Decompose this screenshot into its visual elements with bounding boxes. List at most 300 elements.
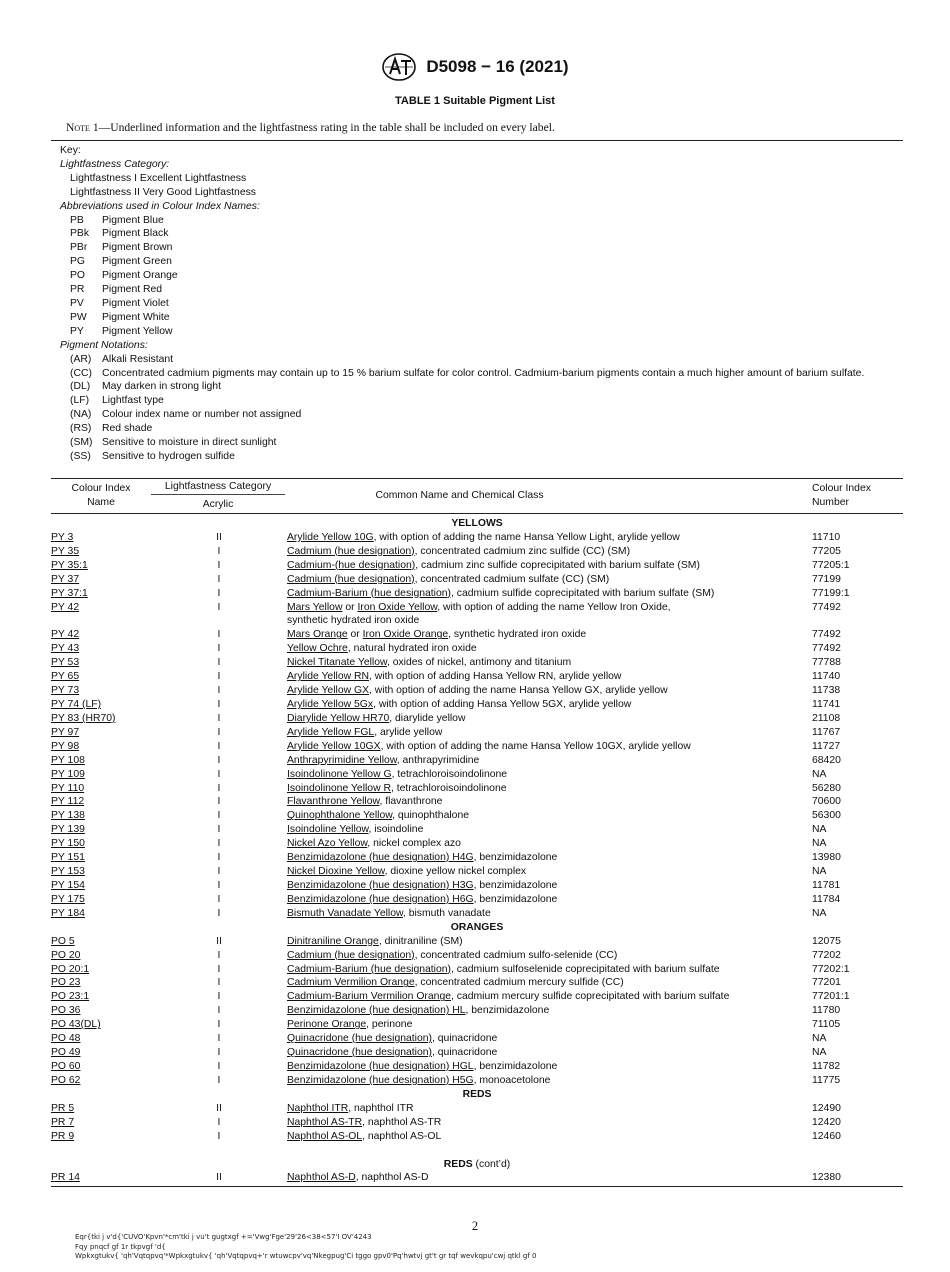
- lightfastness-item: Lightfastness I Excellent Lightfastness: [70, 172, 247, 184]
- table-row: [51, 726, 903, 740]
- abbreviation-name: Pigment Blue: [102, 214, 164, 226]
- ci-name-cell: [51, 1060, 151, 1074]
- notation-description: May darken in strong light: [102, 381, 221, 393]
- ci-number-cell: 11780: [812, 1005, 841, 1017]
- table-row: [51, 684, 903, 698]
- common-name-underlined: Naphthol ITR: [287, 1102, 349, 1114]
- common-name-underlined: Cadmium Vermilion Orange: [287, 977, 415, 989]
- ci-name-cell: [51, 1046, 151, 1060]
- chemical-class: , arylide yellow: [374, 726, 443, 738]
- ci-name-cell: [51, 935, 151, 949]
- lightfastness-cell: I: [217, 782, 221, 794]
- note-text: —Underlined information and the lightfastness rating in the table shall be included on every label.: [98, 121, 555, 134]
- ci-number-cell: 71105: [812, 1019, 841, 1031]
- notations-heading: Pigment Notations:: [60, 339, 148, 351]
- common-name-cell: [287, 670, 812, 684]
- notation-code: (SM): [70, 437, 93, 449]
- chemical-class: , with option of adding the name Hansa Yellow 10GX, arylide yellow: [380, 740, 691, 752]
- table-row: [51, 1074, 903, 1088]
- ci-number-cell: 11784: [812, 893, 841, 905]
- common-name-cell: [287, 1074, 812, 1088]
- column-header-ci-name-line1: Colour Index: [71, 483, 131, 494]
- lightfastness-cell: I: [217, 545, 221, 557]
- common-name-underlined: Benzimidazolone (hue designation) H5G: [287, 1074, 474, 1086]
- common-name-cell: [287, 879, 812, 893]
- abbreviation-code: PO: [70, 270, 86, 282]
- common-name-underlined: Flavanthrone Yellow: [287, 796, 380, 808]
- ci-name-cell: [51, 768, 151, 782]
- ci-number-cell: 77205: [812, 545, 841, 557]
- abbreviation-code: PBr: [70, 242, 88, 254]
- common-name-underlined: Arylide Yellow 10G: [287, 531, 374, 543]
- common-name-cell: [287, 1004, 812, 1018]
- lightfastness-cell: I: [217, 1019, 221, 1031]
- common-name-underlined: Arylide Yellow 5Gx: [287, 699, 374, 710]
- ci-name-cell: [51, 628, 151, 642]
- chemical-class: , naphthol AS-TR: [362, 1116, 442, 1128]
- common-name-underlined: Naphthol AS-OL: [287, 1130, 363, 1142]
- ci-number-cell: 77492: [812, 629, 841, 641]
- common-name-cell: [287, 698, 812, 712]
- ci-name-cell: [51, 601, 151, 629]
- chemical-class: , with option of adding the name Hansa Yellow Light, arylide yellow: [373, 531, 680, 543]
- table-title: TABLE 1 Suitable Pigment List: [395, 95, 555, 107]
- common-name-cell: [287, 768, 812, 782]
- chemical-class: , cadmium sulfoselenide coprecipitated with barium sulfate: [451, 963, 720, 975]
- table-row: [51, 823, 903, 837]
- abbreviation-name: Pigment Violet: [102, 297, 169, 309]
- column-header-ci-number-line2: Number: [812, 496, 849, 508]
- common-name-cell: [287, 823, 812, 837]
- common-name-cell: [287, 1102, 812, 1116]
- abbreviation-name: Pigment Black: [102, 228, 169, 240]
- section-heading-continued: [51, 1158, 903, 1172]
- chemical-class: , diarylide yellow: [389, 712, 466, 724]
- ci-name-cell: [51, 851, 151, 865]
- ci-name-cell: [51, 642, 151, 656]
- section-gap: [51, 1144, 903, 1158]
- chemical-class-continued: synthetic hydrated iron oxide: [287, 615, 420, 627]
- ci-name: PY 65: [51, 671, 80, 683]
- lightfastness-cell: I: [217, 796, 221, 808]
- ci-name-cell: [51, 1116, 151, 1130]
- lightfastness-subrule: [151, 494, 285, 495]
- chemical-class: , oxides of nickel, antimony and titanium: [386, 657, 572, 669]
- common-name-underlined: Dinitraniline Orange: [287, 935, 379, 947]
- lightfastness-cell: I: [217, 1130, 221, 1142]
- table-row: [51, 698, 903, 712]
- ci-name-cell: [51, 1102, 151, 1116]
- lightfastness-cell: I: [217, 643, 221, 655]
- chemical-class: , with option of adding the name Yellow Iron Oxide,: [437, 601, 671, 613]
- ci-number-cell: NA: [812, 866, 827, 878]
- document-header: [0, 52, 950, 82]
- ci-number-cell: 77205:1: [812, 559, 850, 571]
- notation-description: Alkali Resistant: [102, 353, 174, 365]
- notation-row: [60, 450, 890, 464]
- ci-number-cell: 56300: [812, 810, 841, 822]
- top-rule: [51, 140, 903, 141]
- table-row: [51, 1046, 903, 1060]
- ci-name-cell: [51, 1074, 151, 1088]
- abbreviation-name: Pigment Yellow: [102, 325, 173, 337]
- ci-name: PY 150: [51, 838, 85, 850]
- table-row: [51, 907, 903, 921]
- astm-logo-icon: [381, 52, 417, 82]
- lightfastness-cell: I: [217, 991, 221, 1003]
- common-name-cell: [287, 573, 812, 587]
- ci-name: PY 53: [51, 657, 80, 669]
- ci-name: PY 98: [51, 740, 80, 752]
- continued-title: REDS: [443, 1158, 476, 1170]
- footer-line: Fqy pnqcf gf 1r tkpvgf 'd{: [75, 1242, 166, 1251]
- ci-name: PO 23: [51, 977, 81, 989]
- notation-code: (CC): [70, 367, 92, 379]
- ci-number-cell: 11740: [812, 671, 841, 683]
- common-name-underlined: Isoindoline Yellow: [287, 824, 369, 836]
- notation-code: (DL): [70, 381, 91, 393]
- notation-description: Sensitive to hydrogen sulfide: [102, 450, 235, 462]
- abbreviation-code: PV: [70, 297, 84, 309]
- table-row: [51, 1018, 903, 1032]
- ci-number-cell: 11767: [812, 726, 841, 738]
- chemical-class: , naphthol AS-D: [355, 1172, 429, 1184]
- lightfastness-cell: I: [217, 893, 221, 905]
- ci-name: PO 62: [51, 1074, 81, 1086]
- common-name-cell: [287, 949, 812, 963]
- common-name-cell: [287, 642, 812, 656]
- common-name-underlined: Iron Oxide Orange: [362, 629, 449, 641]
- abbreviation-row: [60, 283, 890, 297]
- ci-number-cell: NA: [812, 1047, 827, 1059]
- common-name-underlined: Anthrapyrimidine Yellow: [287, 754, 397, 766]
- ci-name-cell: [51, 823, 151, 837]
- common-name-underlined: Nickel Dioxine Yellow: [287, 866, 385, 878]
- section-heading: REDS: [462, 1088, 492, 1100]
- ci-name-cell: [51, 656, 151, 670]
- column-header-ci-number-line1: Colour Index: [812, 483, 871, 494]
- ci-number-cell: 77202:1: [812, 963, 850, 975]
- standard-designation: D5098 − 16 (2021): [426, 57, 569, 76]
- common-name-cell: [287, 628, 812, 642]
- ci-name-cell: [51, 1130, 151, 1144]
- common-name-cell: [287, 935, 812, 949]
- table-row: [51, 935, 903, 949]
- ci-number-cell: 11738: [812, 685, 841, 697]
- common-name-underlined: Naphthol AS-D: [287, 1172, 356, 1184]
- chemical-class: , concentrated cadmium mercury sulfide (CC): [414, 977, 624, 989]
- common-name-cell: [287, 712, 812, 726]
- notation-row: [60, 394, 890, 408]
- ci-name: PY 73: [51, 685, 80, 697]
- common-name-underlined: Isoindolinone Yellow R: [287, 782, 391, 794]
- notation-description: Sensitive to moisture in direct sunlight: [102, 437, 277, 449]
- abbreviation-code: PB: [70, 214, 84, 226]
- common-name-underlined: Quinacridone (hue designation): [287, 1047, 432, 1059]
- abbreviation-code: PG: [70, 256, 86, 268]
- ci-name: PY 37:1: [51, 587, 88, 599]
- table-row: [51, 656, 903, 670]
- table-row: [51, 893, 903, 907]
- ci-name: PO 20: [51, 949, 81, 961]
- table-row: [51, 768, 903, 782]
- ci-number-cell: 12075: [812, 935, 841, 947]
- ci-number-cell: 77201: [812, 977, 841, 989]
- ci-name: PY 42: [51, 601, 80, 613]
- lightfastness-cell: I: [217, 629, 221, 641]
- page-number: 2: [471, 1219, 479, 1233]
- lightfastness-cell: I: [217, 907, 221, 919]
- ci-number-cell: 12380: [812, 1172, 841, 1184]
- ci-name-cell: [51, 545, 151, 559]
- ci-number-cell: 68420: [812, 754, 841, 766]
- chemical-class: , natural hydrated iron oxide: [347, 643, 477, 655]
- table-row: [51, 754, 903, 768]
- ci-name: PY 97: [51, 726, 80, 738]
- ci-number-cell: 11727: [812, 740, 841, 752]
- ci-name: PY 108: [51, 754, 85, 766]
- ci-name: PY 153: [51, 866, 85, 878]
- table-row: [51, 976, 903, 990]
- ci-name: PY 37: [51, 573, 80, 585]
- lightfastness-cell: I: [217, 573, 221, 585]
- notation-code: (RS): [70, 423, 92, 435]
- ci-name: PY 83 (HR70): [51, 712, 116, 724]
- common-name-underlined: Nickel Titanate Yellow: [287, 657, 387, 669]
- abbreviation-code: PBk: [70, 228, 90, 240]
- common-name-underlined: Yellow Ochre: [287, 643, 348, 655]
- ci-number-cell: NA: [812, 1033, 827, 1045]
- ci-number-cell: 11741: [812, 699, 841, 710]
- chemical-class: , tetrachloroisoindolinone: [391, 768, 508, 780]
- common-name-underlined: Quinacridone (hue designation): [287, 1033, 432, 1045]
- column-header-common-name: Common Name and Chemical Class: [375, 490, 544, 501]
- lightfastness-cell: I: [217, 1005, 221, 1017]
- common-name-cell: [287, 865, 812, 879]
- ci-name-cell: [51, 809, 151, 823]
- lightfastness-cell: I: [217, 838, 221, 850]
- common-name-cell: [287, 601, 812, 629]
- abbreviation-name: Pigment Brown: [102, 242, 173, 254]
- common-name-cell: [287, 795, 812, 809]
- lightfastness-cell: I: [217, 1047, 221, 1059]
- ci-name: PO 60: [51, 1060, 81, 1072]
- ci-name: PO 23:1: [51, 991, 90, 1003]
- chemical-class: , concentrated cadmium zinc sulfide (CC) (SM): [414, 545, 631, 557]
- table-row: [51, 963, 903, 977]
- common-name-cell: [287, 851, 812, 865]
- notation-row: [60, 436, 890, 450]
- lightfastness-cell: I: [217, 852, 221, 864]
- ci-name-cell: [51, 782, 151, 796]
- common-name-underlined: Perinone Orange: [287, 1019, 367, 1031]
- lightfastness-cell: I: [217, 657, 221, 669]
- lightfastness-cell: I: [217, 824, 221, 836]
- ci-name: PY 184: [51, 907, 85, 919]
- table-row: [51, 531, 903, 545]
- footer-line: Wpkxgtukv{ 'qh'Vqtqpvq'*Wpkxgtukv{ 'qh'Vqtqpvq+'r wtuwcpv'vq'Nkegpug'Ci tggo gpv0'Pq'hwtvj gt't gr tqf wevkqpu'cwj qtkl gf 0: [75, 1252, 537, 1260]
- chemical-class: , benzimidazolone: [473, 852, 558, 864]
- common-name-underlined: Cadmium-Barium (hue designation): [287, 587, 452, 599]
- table-row: [51, 949, 903, 963]
- common-name-cell: [287, 809, 812, 823]
- ci-name: PO 49: [51, 1047, 81, 1059]
- ci-name: PY 112: [51, 796, 85, 808]
- table-row: [51, 809, 903, 823]
- common-name-cell: [287, 893, 812, 907]
- ci-name-cell: [51, 865, 151, 879]
- table-row: [51, 1171, 903, 1185]
- column-header-ci-number: [812, 482, 902, 509]
- ci-name: PY 139: [51, 824, 85, 836]
- common-name-cell: [287, 837, 812, 851]
- common-name-cell: [287, 907, 812, 921]
- chemical-class: , cadmium zinc sulfide coprecipitated with barium sulfate (SM): [415, 559, 700, 571]
- ci-name: PY 151: [51, 852, 85, 864]
- abbreviations-heading: Abbreviations used in Colour Index Names:: [60, 200, 260, 212]
- common-name-cell: [287, 976, 812, 990]
- ci-number-cell: 12460: [812, 1130, 841, 1142]
- chemical-class: , with option of adding the name Hansa Yellow GX, arylide yellow: [369, 685, 668, 697]
- chemical-class: , isoindoline: [368, 824, 424, 836]
- table-row: [51, 1032, 903, 1046]
- common-name-cell: [287, 587, 812, 601]
- ci-name-cell: [51, 573, 151, 587]
- table-row: [51, 837, 903, 851]
- ci-number-cell: NA: [812, 838, 827, 850]
- ci-name: PR 9: [51, 1130, 75, 1142]
- ci-name: PY 110: [51, 782, 85, 794]
- ci-name: PY 3: [51, 531, 74, 543]
- lightfastness-cell: I: [217, 810, 221, 822]
- notation-code: (SS): [70, 450, 91, 462]
- ci-number-cell: 11710: [812, 531, 841, 543]
- ci-number-cell: 77788: [812, 657, 841, 669]
- ci-number-cell: 70600: [812, 796, 841, 808]
- abbreviations-list: [60, 214, 890, 339]
- common-name-underlined: Benzimidazolone (hue designation) H3G: [287, 879, 474, 891]
- ci-number-cell: 21108: [812, 712, 841, 724]
- common-name-cell: [287, 754, 812, 768]
- column-header-ci-name-line2: Name: [87, 496, 115, 508]
- abbreviation-row: [60, 297, 890, 311]
- chemical-class: , quinophthalone: [392, 810, 470, 822]
- ci-name: PY 42: [51, 629, 80, 641]
- common-name-underlined: Quinophthalone Yellow: [287, 810, 393, 822]
- ci-number-cell: 77492: [812, 601, 841, 613]
- ci-number-cell: 77201:1: [812, 991, 850, 1003]
- common-name-underlined: Naphthol AS-TR: [287, 1116, 363, 1128]
- common-name-underlined: Benzimidazolone (hue designation) HGL: [287, 1060, 474, 1072]
- abbreviation-row: [60, 269, 890, 283]
- ci-name: PR 7: [51, 1116, 75, 1128]
- table-row: [51, 670, 903, 684]
- common-name-cell: [287, 1046, 812, 1060]
- lightfastness-cell: I: [217, 949, 221, 961]
- key-block: [60, 144, 890, 464]
- common-name-underlined: Isoindolinone Yellow G: [287, 768, 392, 780]
- abbreviation-name: Pigment Green: [102, 256, 172, 268]
- notation-description: Lightfast type: [102, 395, 164, 407]
- ci-name-cell: [51, 893, 151, 907]
- notation-code: (NA): [70, 409, 92, 421]
- common-name-cell: [287, 545, 812, 559]
- section-heading: ORANGES: [450, 921, 504, 933]
- note-1: [66, 121, 555, 134]
- common-name-connector: or: [342, 601, 358, 613]
- ci-name-cell: [51, 1171, 151, 1185]
- chemical-class: , anthrapyrimidine: [396, 754, 480, 766]
- common-name-connector: or: [347, 629, 363, 641]
- lightfastness-cell: II: [216, 1172, 222, 1184]
- abbreviation-name: Pigment Red: [102, 284, 163, 296]
- common-name-underlined: Cadmium (hue designation): [287, 573, 415, 585]
- lightfastness-cell: I: [217, 685, 221, 697]
- notation-row: [60, 367, 890, 381]
- column-header-ci-name: [51, 482, 151, 509]
- lightfastness-cell: I: [217, 879, 221, 891]
- common-name-cell: [287, 531, 812, 545]
- chemical-class: , bismuth vanadate: [402, 907, 491, 919]
- chemical-class: , dioxine yellow nickel complex: [384, 866, 527, 878]
- common-name-cell: [287, 559, 812, 573]
- ci-name-cell: [51, 879, 151, 893]
- common-name-underlined: Diarylide Yellow HR70: [287, 712, 390, 724]
- table-row: [51, 740, 903, 754]
- common-name-underlined: Bismuth Vanadate Yellow: [287, 907, 403, 919]
- table-row: [51, 1102, 903, 1116]
- common-name-underlined: Nickel Azo Yellow: [287, 838, 368, 850]
- column-header-acrylic: Acrylic: [202, 499, 234, 510]
- ci-number-cell: 13980: [812, 852, 841, 864]
- table-bottom-rule: [51, 1186, 903, 1187]
- notations-list: [60, 353, 890, 464]
- common-name-underlined: Arylide Yellow GX: [287, 685, 370, 697]
- abbreviation-code: PY: [70, 325, 84, 337]
- license-footer: [75, 1233, 536, 1262]
- column-header-lightfastness: Lightfastness Category: [164, 481, 272, 492]
- chemical-class: , synthetic hydrated iron oxide: [448, 629, 587, 641]
- table-row: [51, 573, 903, 587]
- table-row: [51, 795, 903, 809]
- ci-name-cell: [51, 795, 151, 809]
- ci-name: PO 36: [51, 1005, 81, 1017]
- ci-name: PR 14: [51, 1172, 80, 1184]
- ci-name-cell: [51, 907, 151, 921]
- notation-row: [60, 380, 890, 394]
- abbreviation-row: [60, 255, 890, 269]
- chemical-class: , concentrated cadmium sulfo-selenide (CC): [414, 949, 618, 961]
- ci-number-cell: 12420: [812, 1116, 841, 1128]
- common-name-cell: [287, 656, 812, 670]
- table-row: [51, 642, 903, 656]
- common-name-underlined: Benzimidazolone (hue designation) H6G: [287, 893, 474, 905]
- lightfastness-cell: I: [217, 740, 221, 752]
- lightfastness-cell: I: [217, 671, 221, 683]
- chemical-class: , benzimidazolone: [473, 893, 558, 905]
- lightfastness-heading: Lightfastness Category:: [60, 158, 170, 170]
- common-name-underlined: Cadmium-(hue designation): [287, 559, 416, 571]
- lightfastness-cell: I: [217, 699, 221, 710]
- key-title: Key:: [60, 145, 81, 156]
- note-label: Note 1: [66, 121, 99, 134]
- common-name-cell: [287, 740, 812, 754]
- chemical-class: , naphthol AS-OL: [362, 1130, 442, 1142]
- lightfastness-cell: I: [217, 768, 221, 780]
- notation-code: (LF): [70, 395, 90, 407]
- common-name-cell: [287, 1116, 812, 1130]
- table-row: [51, 559, 903, 573]
